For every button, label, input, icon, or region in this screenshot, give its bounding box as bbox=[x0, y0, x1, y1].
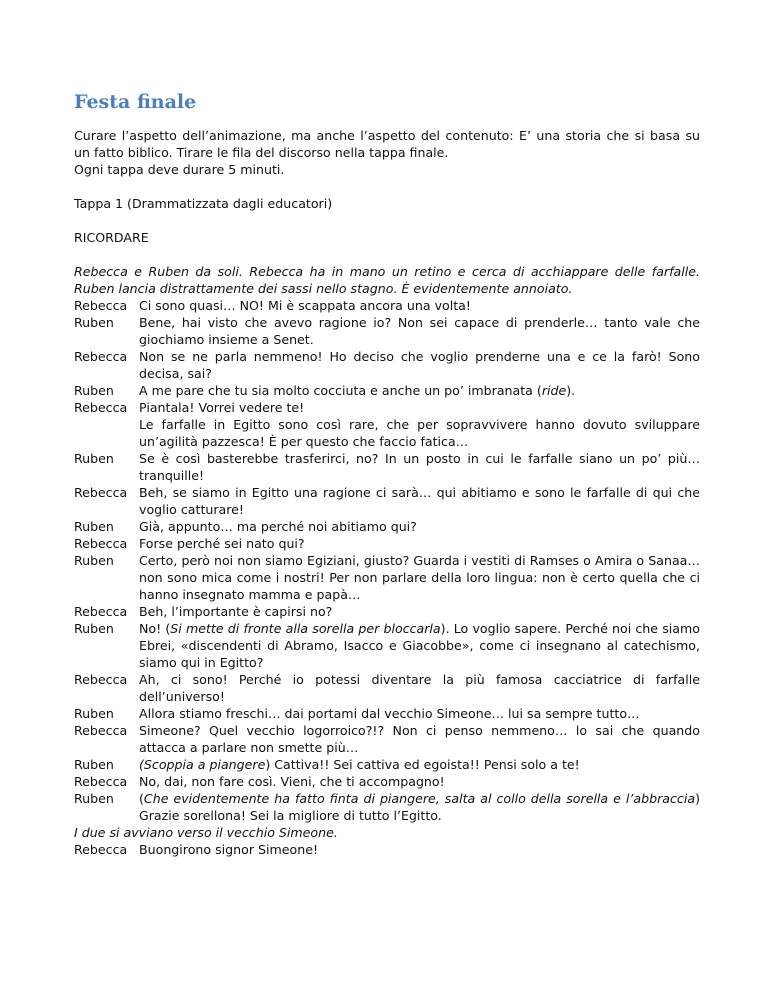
dialogue-line bbox=[74, 620, 700, 671]
intro-duration: Ogni tappa deve durare 5 minuti. bbox=[74, 162, 285, 177]
line-text: No! ( bbox=[139, 621, 171, 636]
speaker-name: Ruben bbox=[74, 621, 114, 636]
line-continuation: Le farfalle in Egitto sono così rare, che per sopravvivere hanno dovuto sviluppare un’agilità pazzesca! È per questo che faccio fatica… bbox=[139, 417, 700, 449]
line-text: Beh, se siamo in Egitto una ragione ci sarà… qui abitiamo e sono le farfalle di qui che voglio catturare! bbox=[139, 485, 700, 517]
dialogue-line bbox=[74, 450, 700, 484]
speaker-name: Rebecca bbox=[74, 298, 128, 313]
speaker-name: Rebecca bbox=[74, 723, 128, 738]
line-text: Simeone? Quel vecchio logorroico?!? Non ci penso nemmeno… lo sai che quando attacca a parlare non smette più… bbox=[139, 723, 700, 755]
dialogue bbox=[74, 297, 700, 824]
line-text: Beh, l’importante è capirsi no? bbox=[139, 604, 333, 619]
speaker-name: Rebecca bbox=[74, 672, 128, 687]
speaker-name: Rebecca bbox=[74, 349, 128, 364]
dialogue-line bbox=[74, 603, 700, 620]
dialogue-line bbox=[74, 841, 700, 858]
line-text-continued: ). Lo voglio sapere. Perché noi che siamo Ebrei, «discendenti di Abramo, Isacco e Giacobbe», come ci insegnano al catechismo, siamo qui in Egitto? bbox=[139, 621, 700, 670]
dialogue-line bbox=[74, 671, 700, 705]
line-text: Se è così basterebbe trasferirci, no? In un posto in cui le farfalle siano un po’ più… tranquille! bbox=[139, 451, 700, 483]
dialogue-line bbox=[74, 756, 700, 773]
speaker-name: Rebecca bbox=[74, 485, 128, 500]
document-page bbox=[74, 90, 700, 858]
stage-direction-closing: I due si avviano verso il vecchio Simeone. bbox=[74, 825, 338, 840]
speaker-name: Ruben bbox=[74, 315, 114, 330]
speaker-name: Ruben bbox=[74, 519, 114, 534]
speaker-name: Ruben bbox=[74, 791, 114, 806]
line-text: No, dai, non fare così. Vieni, che ti accompagno! bbox=[139, 774, 445, 789]
speaker-name: Rebecca bbox=[74, 536, 128, 551]
line-text-continued: ) Grazie sorellona! Sei la migliore di tutto l’Egitto. bbox=[139, 791, 700, 823]
line-text: Piantala! Vorrei vedere te! bbox=[139, 400, 305, 415]
dialogue-line bbox=[74, 382, 700, 399]
section-heading: RICORDARE bbox=[74, 230, 149, 245]
dialogue-line bbox=[74, 348, 700, 382]
line-text-continued: ) Cattiva!! Sei cattiva ed egoista!! Pensi solo a te! bbox=[265, 757, 580, 772]
intro-paragraph: Curare l’aspetto dell’animazione, ma anche l’aspetto del contenuto: E’ una storia che si basa su un fatto biblico. Tirare le fila del discorso nella tappa finale. bbox=[74, 128, 700, 160]
line-text: ( bbox=[139, 791, 144, 806]
line-text: Ah, ci sono! Perché io potessi diventare la più famosa cacciatrice di farfalle dell’universo! bbox=[139, 672, 700, 704]
line-text: Certo, però noi non siamo Egiziani, giusto? Guarda i vestiti di Ramses o Amira o Sanaa… non sono mica come i nostri! Per non parlare della loro lingua: non è certo quella che ci hanno insegnato mamma e papà… bbox=[139, 553, 700, 602]
line-stage-direction: ride bbox=[541, 383, 567, 398]
dialogue-line bbox=[74, 552, 700, 603]
dialogue-line bbox=[74, 399, 700, 450]
dialogue-line bbox=[74, 314, 700, 348]
dialogue-line bbox=[74, 297, 700, 314]
speaker-name: Ruben bbox=[74, 706, 114, 721]
dialogue-line bbox=[74, 773, 700, 790]
line-text: Buongirono signor Simeone! bbox=[139, 842, 319, 857]
speaker-name: Rebecca bbox=[74, 400, 128, 415]
line-text: Forse perché sei nato qui? bbox=[139, 536, 305, 551]
line-text: Allora stiamo freschi… dai portami dal vecchio Simeone… lui sa sempre tutto… bbox=[139, 706, 640, 721]
line-text: Già, appunto… ma perché noi abitiamo qui? bbox=[139, 519, 417, 534]
speaker-name: Rebecca bbox=[74, 842, 128, 857]
dialogue-line bbox=[74, 484, 700, 518]
dialogue-line bbox=[74, 535, 700, 552]
document-title: Festa finale bbox=[74, 91, 197, 113]
line-text: Ci sono quasi… NO! Mi è scappata ancora una volta! bbox=[139, 298, 471, 313]
speaker-name: Ruben bbox=[74, 451, 114, 466]
dialogue-line bbox=[74, 790, 700, 824]
speaker-name: Ruben bbox=[74, 383, 114, 398]
stage-heading: Tappa 1 (Drammatizzata dagli educatori) bbox=[74, 196, 333, 211]
stage-direction: Rebecca e Ruben da soli. Rebecca ha in mano un retino e cerca di acchiappare delle farfalle. Ruben lancia distrattamente dei sassi nello stagno. È evidentemente annoiato. bbox=[74, 264, 700, 296]
speaker-name: Rebecca bbox=[74, 604, 128, 619]
line-text-continued: ). bbox=[566, 383, 576, 398]
dialogue-line bbox=[74, 722, 700, 756]
speaker-name: Rebecca bbox=[74, 774, 128, 789]
line-stage-direction: (Scoppia a piangere bbox=[139, 757, 266, 772]
dialogue-line bbox=[74, 705, 700, 722]
line-stage-direction: Che evidentemente ha fatto finta di piangere, salta al collo della sorella e l’abbraccia bbox=[143, 791, 696, 806]
line-text: Non se ne parla nemmeno! Ho deciso che voglio prenderne una e ce la farò! Sono decisa, sai? bbox=[139, 349, 700, 381]
line-text: Bene, hai visto che avevo ragione io? Non sei capace di prenderle… tanto vale che giochiamo insieme a Senet. bbox=[139, 315, 700, 347]
speaker-name: Ruben bbox=[74, 553, 114, 568]
dialogue-line bbox=[74, 518, 700, 535]
speaker-name: Ruben bbox=[74, 757, 114, 772]
line-text: A me pare che tu sia molto cocciuta e anche un po’ imbranata ( bbox=[139, 383, 542, 398]
line-stage-direction: Si mette di fronte alla sorella per bloccarla bbox=[170, 621, 441, 636]
